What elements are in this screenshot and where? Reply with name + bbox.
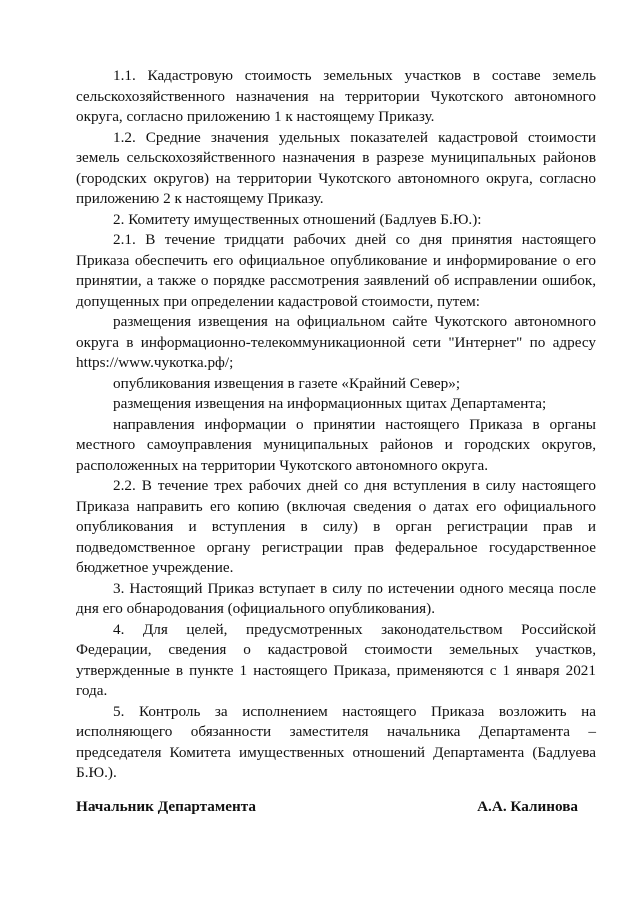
paragraph-1-1: 1.1. Кадастровую стоимость земельных участков в составе земель сельскохозяйственного назначения на территории Чукотского автономного округа, согласно приложению 1 к настоящему Приказу.	[76, 67, 596, 125]
paragraph-boards: размещения извещения на информационных щитах Департамента;	[113, 395, 547, 412]
signature-name: А.А. Калинова	[477, 798, 578, 815]
paragraph-newspaper: опубликования извещения в газете «Крайний Север»;	[113, 374, 461, 392]
paragraph-5: 5. Контроль за исполнением настоящего Приказа возложить на исполняющего обязанности заместителя начальника Департамента – председателя Комитета имущественных отношений Департамента (Бадлуева Б.Ю.).	[76, 702, 596, 781]
paragraph-4: 4. Для целей, предусмотренных законодательством Российской Федерации, сведения о кадастровой стоимости земельных участков, утвержденные в пункте 1 настоящего Приказа, применяются с 1 января 2021 года.	[76, 620, 596, 699]
paragraph-1-2: 1.2. Средние значения удельных показателей кадастровой стоимости земель сельскохозяйственного назначения в разрезе муниципальных районов (городских округов) на территории Чукотского автономного округа, согласно приложению 2 к настоящему Приказу.	[76, 128, 596, 207]
document-body	[76, 66, 596, 784]
signature-position: Начальник Департамента	[76, 798, 256, 815]
paragraph-2-1: 2.1. В течение тридцати рабочих дней со дня принятия настоящего Приказа обеспечить его официальное опубликование и информирование о его принятии, а также о порядке рассмотрения заявлений об исправлении ошибок, допущенных при определении кадастровой стоимости, путем:	[76, 231, 596, 310]
paragraph-2-2: 2.2. В течение трех рабочих дней со дня вступления в силу настоящего Приказа направить его копию (включая сведения о датах его официального опубликования и вступления в силу) в орган регистрации прав и подведомственное органу регистрации прав федеральное государственное бюджетное учреждение.	[76, 477, 596, 576]
paragraph-local-authorities: направления информации о принятии настоящего Приказа в органы местного самоуправления муниципальных районов и городских округов, расположенных на территории Чукотского автономного округа.	[76, 415, 596, 474]
signature-block	[76, 798, 578, 816]
paragraph-website: размещения извещения на официальном сайте Чукотского автономного округа в информационно-телекоммуникационной сети "Интернет" по адресу https://www.чукотка.рф/;	[76, 313, 596, 371]
paragraph-2: 2. Комитету имущественных отношений (Бадлуев Б.Ю.):	[113, 210, 482, 228]
paragraph-3: 3. Настоящий Приказ вступает в силу по истечении одного месяца после дня его обнародования (официального опубликования).	[76, 579, 596, 617]
